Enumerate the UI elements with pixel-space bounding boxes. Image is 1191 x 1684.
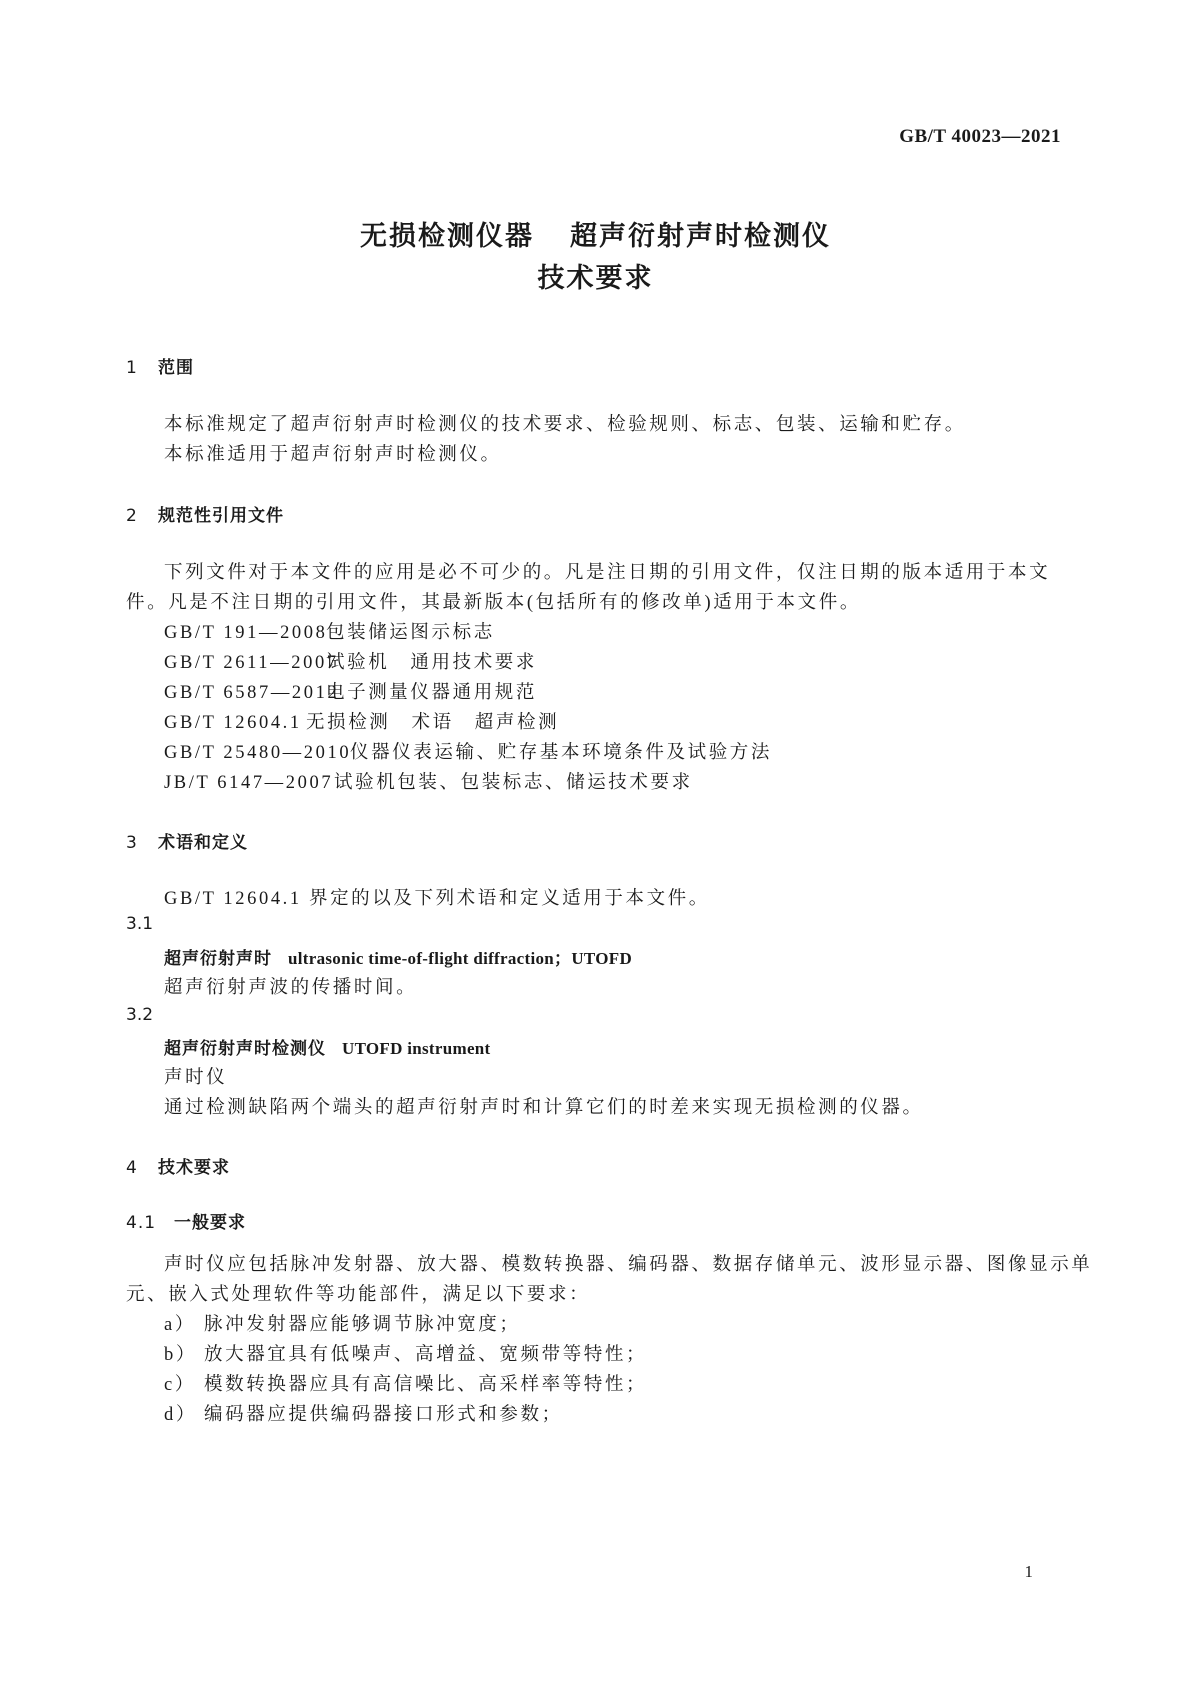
list-label: d）	[164, 1405, 197, 1425]
term-entry	[164, 944, 632, 969]
reference-item	[164, 768, 693, 794]
list-item	[164, 1370, 647, 1396]
paragraph: GB/T 12604.1 界定的以及下列术语和定义适用于本文件。	[164, 889, 710, 909]
section-title: 范围	[158, 358, 194, 378]
paragraph: 本标准规定了超声衍射声时检测仪的技术要求、检验规则、标志、包装、运输和贮存。	[164, 415, 966, 435]
reference-code: GB/T 2611—2007	[164, 653, 339, 673]
reference-code: GB/T 191—2008	[164, 623, 328, 643]
section-title: 规范性引用文件	[158, 506, 284, 526]
section-number: 3	[126, 833, 138, 853]
standard-number: GB/T 40023—2021	[899, 126, 1061, 147]
section-number: 1	[126, 358, 138, 378]
subsection-4-1-heading	[126, 1208, 246, 1233]
list-text: 脉冲发射器应能够调节脉冲宽度；	[204, 1315, 521, 1335]
reference-item	[164, 678, 537, 704]
reference-item	[164, 708, 559, 734]
term-definition: 通过检测缺陷两个端头的超声衍射声时和计算它们的时差来实现无损检测的仪器。	[164, 1098, 924, 1118]
term-entry	[164, 1034, 491, 1059]
section-title: 术语和定义	[158, 833, 248, 853]
section-number: 4	[126, 1158, 138, 1178]
term-number: 3.2	[126, 1005, 154, 1025]
list-label: a）	[164, 1315, 196, 1335]
paragraph: 下列文件对于本文件的应用是必不可少的。凡是注日期的引用文件，仅注日期的版本适用于本文	[164, 563, 1051, 583]
list-text: 放大器宜具有低噪声、高增益、宽频带等特性；	[204, 1345, 648, 1365]
term-en: UTOFD instrument	[342, 1039, 491, 1058]
list-text: 编码器应提供编码器接口形式和参数；	[204, 1405, 563, 1425]
paragraph: 件。凡是不注日期的引用文件，其最新版本(包括所有的修改单)适用于本文件。	[126, 593, 861, 613]
term-definition: 超声衍射声波的传播时间。	[164, 978, 418, 998]
term-zh: 超声衍射声时检测仪	[164, 1039, 326, 1059]
paragraph: 声时仪应包括脉冲发射器、放大器、模数转换器、编码器、数据存储单元、波形显示器、图像显示单	[164, 1255, 1093, 1275]
reference-code: GB/T 6587—2012	[164, 683, 340, 703]
list-text: 模数转换器应具有高信噪比、高采样率等特性；	[204, 1375, 648, 1395]
list-item	[164, 1340, 647, 1366]
reference-title: 包装储运图示标志	[326, 623, 495, 643]
reference-title: 电子测量仪器通用规范	[326, 683, 538, 703]
term-alias: 声时仪	[164, 1068, 228, 1088]
title-part2: 超声衍射声时检测仪	[570, 221, 831, 252]
list-item	[164, 1310, 521, 1336]
page-number: 1	[1024, 1562, 1033, 1581]
reference-title: 试验机 通用技术要求	[326, 653, 538, 673]
section-1-heading	[126, 353, 194, 378]
section-number: 2	[126, 506, 138, 526]
paragraph: 本标准适用于超声衍射声时检测仪。	[164, 445, 502, 465]
document-title-line1	[0, 214, 1191, 253]
list-label: c）	[164, 1375, 196, 1395]
list-label: b）	[164, 1345, 197, 1365]
section-2-heading	[126, 501, 284, 526]
section-title: 技术要求	[158, 1158, 230, 1178]
paragraph: 元、嵌入式处理软件等功能部件，满足以下要求：	[126, 1285, 591, 1305]
subsection-number: 4.1	[126, 1213, 157, 1233]
term-en: ultrasonic time-of-flight diffraction；UTOFD	[288, 949, 633, 968]
title-part1: 无损检测仪器	[360, 221, 534, 252]
reference-item	[164, 618, 495, 644]
reference-item	[164, 648, 537, 674]
reference-item	[164, 738, 772, 764]
subsection-title: 一般要求	[174, 1213, 246, 1233]
section-4-heading	[126, 1153, 230, 1178]
list-item	[164, 1400, 563, 1426]
reference-title: 试验机包装、包装标志、储运技术要求	[334, 773, 693, 793]
term-zh: 超声衍射声时	[164, 949, 272, 969]
reference-code: GB/T 25480—2010	[164, 743, 352, 763]
reference-title: 仪器仪表运输、贮存基本环境条件及试验方法	[350, 743, 773, 763]
reference-title: 无损检测 术语 超声检测	[306, 713, 560, 733]
term-number: 3.1	[126, 914, 154, 934]
reference-code: GB/T 12604.1	[164, 713, 302, 733]
document-title-line2: 技术要求	[537, 263, 654, 294]
reference-code: JB/T 6147—2007	[164, 773, 334, 793]
section-3-heading	[126, 828, 248, 853]
